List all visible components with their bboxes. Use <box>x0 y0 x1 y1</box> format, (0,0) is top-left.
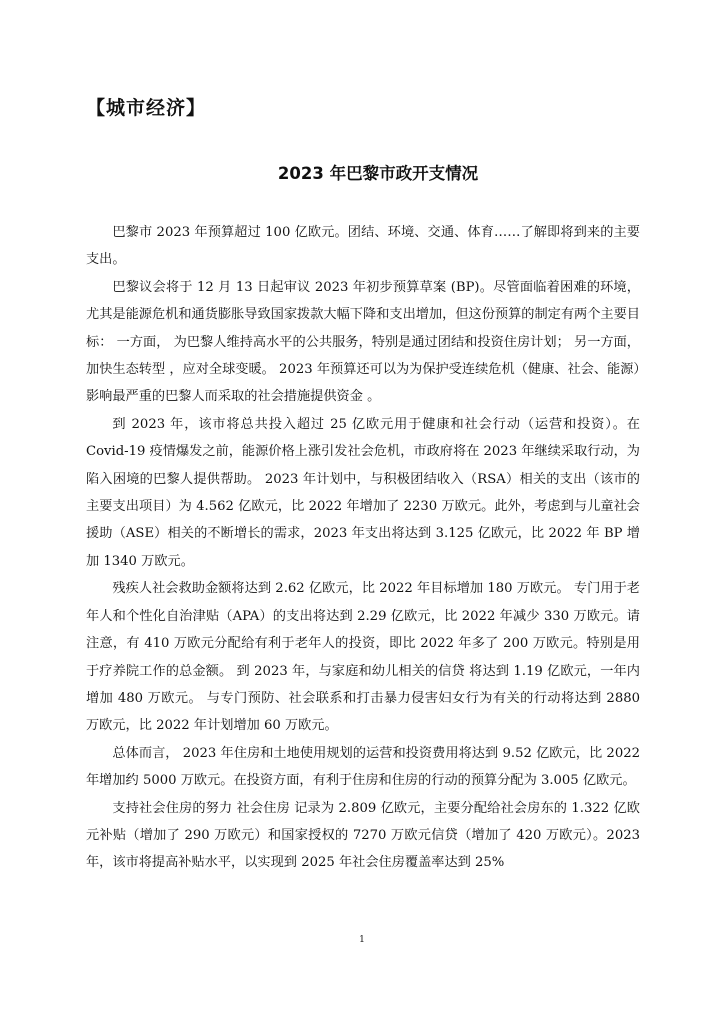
document-title: 2023 年巴黎市政开支情况 <box>277 164 479 183</box>
section-heading: 【城市经济】 <box>86 97 207 119</box>
paragraph-intro: 巴黎市 2023 年预算超过 100 亿欧元。团结、环境、交通、体育……了解即将到来的主要支出。 <box>86 225 640 268</box>
paragraph-housing: 总体而言， 2023 年住房和土地使用规划的运营和投资费用将达到 9.52 亿欧元，比 2022 年增加约 5000 万欧元。在投资方面，有利于住房和住房的行动的预算分配为 3.005 亿欧元。 <box>86 745 640 789</box>
paragraph-social-action: 到 2023 年，该市将总共投入超过 25 亿欧元用于健康和社会行动（运营和投资）。在 Covid-19 疫情爆发之前，能源价格上涨引发社会危机，市政府将在 2023 年继续采取行动，为陷入困境的巴黎人提供帮助。 2023 年计划中，与积极团结收入（RSA）相关的支出（该市的主要支出项目）为 4.562 亿欧元，比 2022 年增加了 2230 万欧元。此外，考虑到与儿童社会援助（ASE）相关的不断增长的需求，2023 年支出将达到 3.125 亿欧元，比 2022 年 BP 增加 1340 万欧元。 <box>86 416 640 569</box>
document-body <box>86 219 640 877</box>
page-number: 1 <box>359 935 365 945</box>
paragraph-budget-goals: 巴黎议会将于 12 月 13 日起审议 2023 年初步预算草案 (BP)。尽管面临着困难的环境，尤其是能源危机和通货膨胀导致国家拨款大幅下降和支出增加，但这份预算的制定有两个主要目标： 一方面， 为巴黎人维持高水平的公共服务，特别是通过团结和投资住房计划； 另一方面，加快生态转型 ，应对全球变暖。 2023 年预算还可以为为保护受连续危机（健康、社会、能源）影响最严重的巴黎人而采取的社会措施提供资金 。 <box>86 279 640 405</box>
paragraph-disability-elderly: 残疾人社会救助金额将达到 2.62 亿欧元，比 2022 年目标增加 180 万欧元。 专门用于老年人和个性化自治津贴（APA）的支出将达到 2.29 亿欧元，比 2022 年减少 330 万欧元。请注意，有 410 万欧元分配给有利于老年人的投资，即比 2022 年多了 200 万欧元。特别是用于疗养院工作的总金额。 到 2023 年，与家庭和幼儿相关的信贷 将达到 1.19 亿欧元，一年内增加 480 万欧元。 与专门预防、社会联系和打击暴力侵害妇女行为有关的行动将达到 2880 万欧元，比 2022 年计划增加 60 万欧元。 <box>86 581 640 734</box>
paragraph-social-housing: 支持社会住房的努力 社会住房 记录为 2.809 亿欧元，主要分配给社会房东的 1.322 亿欧元补贴（增加了 290 万欧元）和国家授权的 7270 万欧元信贷（增加了 420 万欧元）。2023 年，该市将提高补贴水平，以实现到 2025 年社会住房覆盖率达到 25% <box>86 800 640 871</box>
